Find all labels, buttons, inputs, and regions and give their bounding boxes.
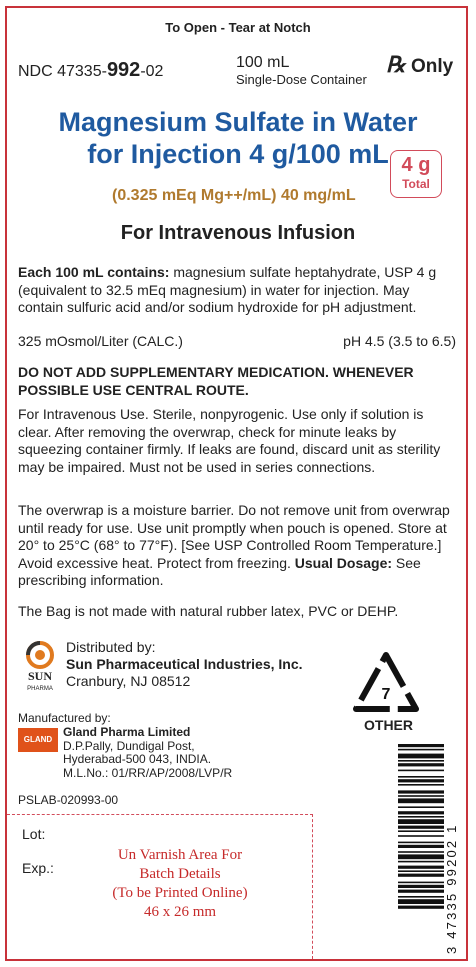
barcode-bar	[398, 798, 444, 803]
recycle-number: 7	[381, 686, 391, 703]
barcode-bar	[398, 806, 444, 808]
varnish-line4: 46 x 26 mm	[143, 904, 217, 920]
gland-logo: GLAND	[18, 728, 58, 752]
lot-label: Lot:	[22, 826, 46, 842]
barcode-bar	[398, 784, 444, 786]
barcode-bar	[398, 854, 444, 859]
barcode-bar	[398, 899, 444, 904]
warning: DO NOT ADD SUPPLEMENTARY MEDICATION. WHENEVER POSSIBLE USE CENTRAL ROUTE.	[18, 364, 414, 398]
exp-label: Exp.:	[22, 860, 54, 876]
manufacturer-addr1: D.P.Pally, Dundigal Post,	[63, 738, 195, 753]
product-title-line2: for Injection 4 g/100 mL	[87, 139, 389, 169]
barcode-bar	[398, 749, 444, 751]
manufacturer-license: M.L.No.: 01/RR/AP/2008/LVP/R	[63, 765, 233, 780]
barcode-bar	[398, 882, 444, 884]
barcode-bar	[398, 826, 444, 829]
barcode-digits-text: 3 47335 99202 1	[444, 823, 459, 954]
manufacturer-name: Gland Pharma Limited	[63, 725, 191, 739]
barcode-bar	[398, 870, 444, 872]
barcode-bar	[398, 890, 444, 893]
tear-instruction: To Open - Tear at Notch	[165, 20, 311, 35]
barcode-bar	[398, 779, 444, 782]
barcode-bar	[398, 874, 444, 877]
barcode-bar	[398, 816, 444, 818]
dosage-lead: Usual Dosage:	[294, 554, 393, 571]
rx-text: Only	[411, 56, 454, 77]
barcode-bar	[398, 851, 444, 853]
ndc-suffix: -02	[140, 63, 164, 80]
contents-paragraph	[18, 264, 458, 317]
distributor-label: Distributed by:	[66, 639, 156, 655]
recycle-icon	[352, 651, 420, 715]
barcode-bar	[398, 744, 444, 747]
barcode-digits	[444, 742, 460, 956]
barcode-bar	[398, 770, 444, 772]
total-badge	[390, 150, 442, 198]
barcode-bar	[398, 754, 444, 759]
storage-paragraph	[18, 502, 458, 590]
distributor-block	[66, 639, 303, 690]
storage-text: The overwrap is a moisture barrier. Do not remove unit from overwrap until ready for use. Use unit promptly when pouch is opened. Store at 20° to 25°C (68° to 77°F). [See USP Controlled Room Temperature.] Avoid excessive heat. Protect from freezing.	[18, 502, 450, 571]
barcode-bar	[398, 811, 444, 814]
pslab-code: PSLAB-020993-00	[18, 793, 119, 807]
barcode	[398, 742, 444, 956]
distributor-city: Cranbury, NJ 08512	[66, 673, 191, 689]
varnish-line1: Un Varnish Area For	[117, 847, 243, 863]
varnish-note	[60, 846, 300, 922]
manufacturer-block	[63, 726, 232, 780]
barcode-bar	[398, 906, 444, 909]
ndc-prefix: NDC 47335-	[18, 63, 107, 80]
barcode-bar	[398, 819, 444, 824]
total-amount: 4 g	[401, 154, 431, 176]
manufacturer-label: Manufactured by:	[18, 711, 111, 725]
distributor-name: Sun Pharmaceutical Industries, Inc.	[66, 656, 303, 672]
osmolarity-ph-row	[18, 333, 456, 349]
sun-logo-sub: PHARMA	[27, 686, 53, 692]
varnish-line2: Batch Details	[139, 866, 221, 882]
barcode-bar	[398, 885, 444, 888]
barcode-bar	[398, 842, 444, 844]
total-label: Total	[402, 177, 430, 191]
barcode-bar	[398, 795, 444, 797]
barcode-bar	[398, 830, 444, 832]
contents-text: magnesium sulfate heptahydrate, USP 4 g (equivalent to 32.5 mEq magnesium) in water for injection. May contain sulfuric acid and/or sodium hydroxide for pH adjustment.	[18, 264, 437, 315]
barcode-bar	[398, 763, 444, 766]
barcode-bar	[398, 866, 444, 869]
ndc-code: 992	[106, 59, 141, 81]
ph: pH 4.5 (3.5 to 6.5)	[343, 333, 456, 349]
barcode-bar	[398, 845, 444, 848]
barcode-bar	[398, 760, 444, 762]
sun-logo-text: SUN	[27, 669, 53, 683]
osmolarity: 325 mOsmol/Liter (CALC.)	[18, 333, 183, 349]
rx-only	[386, 52, 453, 78]
barcode-bar	[398, 790, 444, 793]
product-title-line1: Magnesium Sulfate in Water	[58, 107, 418, 137]
manufacturer-addr2: Hyderabad-500 043, INDIA.	[63, 752, 212, 766]
rx-symbol: ℞	[386, 52, 406, 77]
concentration: (0.325 mEq Mg++/mL) 40 mg/mL	[112, 187, 356, 204]
recycle-label: OTHER	[364, 717, 413, 733]
barcode-bar	[398, 861, 444, 863]
container-volume: 100 mL	[236, 54, 290, 71]
latex-statement: The Bag is not made with natural rubber latex, PVC or DEHP.	[18, 603, 399, 619]
dosage-text: See prescribing information.	[18, 554, 421, 588]
barcode-bar	[398, 776, 444, 778]
varnish-line3: (To be Printed Online)	[112, 885, 248, 901]
barcode-bar	[398, 835, 444, 837]
barcode-bar	[398, 896, 444, 898]
ndc-number	[18, 59, 163, 82]
sun-pharma-logo	[20, 640, 60, 692]
use-paragraph: For Intravenous Use. Sterile, nonpyrogenic. Use only if solution is clear. After removing the overwrap, check for minute leaks by squeezing container firmly. If leaks are found, discard unit as sterility may be impaired. Must not be used in series connections.	[18, 406, 441, 475]
container-type: Single-Dose Container	[236, 72, 367, 87]
contents-lead: Each 100 mL contains:	[18, 264, 170, 280]
route: For Intravenous Infusion	[120, 222, 356, 244]
